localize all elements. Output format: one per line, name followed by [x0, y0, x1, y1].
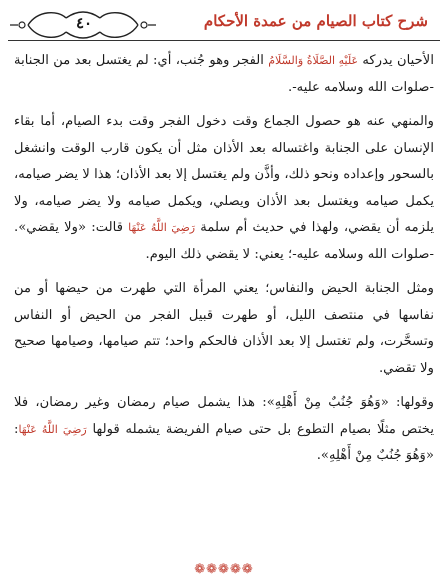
paragraph-1 — [14, 48, 434, 101]
honorific: عَلَيْهِ الصَّلَاةُ وَالسَّلَامُ — [268, 54, 359, 67]
text-run: والمنهي عنه هو حصول الجماع وقت دخول الفجر وقت بدء الصيام، أما بقاء الإنسان على الجنابة واغتساله بعد الأذان مثل أن يكون قارب الوقت وانشغل بالسحور وإعداده ونحو ذلك، وأذَّن ولم يغتسل إلا بعد الأذان؛ هذا لا يضر صيامه، يكمل صيامه ويغتسل بعد الأذان ويصلي، ويكمل صيامه ولا يضر صيامه، ولا يلزمه أن يقضي، ولهذا في حديث أم سلمة — [14, 114, 435, 235]
text-run: الفجر وهو جُنب، أي: لم يغتسل بعد من الجنابة -صلوات الله وسلامه عليه-. — [14, 53, 434, 95]
honorific: رَضِيَ اللَّهُ عَنْهَا — [128, 221, 196, 234]
text-run: : «وَهُوَ جُنُبٌ مِنْ أَهْلِهِ». — [14, 421, 434, 463]
text-run: قالت: «ولا يقضي». -صلوات الله وسلامه عليه-؛ يعني: لا يقضي ذلك اليوم. — [14, 220, 434, 262]
page-header — [8, 8, 440, 42]
honorific: رَضِيَ اللَّهُ عَنْهَا — [18, 422, 87, 436]
paragraph-2 — [14, 109, 434, 268]
book-title: شرح كتاب الصيام من عمدة الأحكام — [203, 12, 428, 30]
text-run: وقولها: «وَهُوَ جُنُبٌ مِنْ أَهْلِهِ»: هذا يشمل صيام رمضان وغير رمضان، فلا يختص مثلًا بصيام التطوع بل حتى صيام الفريضة يشمله قولها — [14, 395, 434, 437]
paragraph-3 — [14, 276, 434, 382]
header-divider — [8, 40, 440, 41]
page-number: ٤٠ — [75, 14, 93, 32]
page-body — [14, 48, 434, 475]
text-run: الأحيان يدركه — [358, 53, 434, 68]
text-run: ومثل الجنابة الحيض والنفاس؛ يعني المرأة التي طهرت من حيضها أو من نفاسها في منتصف الليل، أو طهرت قبيل الفجر من الحيض أو النفاس وتسحَّرت، ولم تغتسل إلا بعد الأذان فالحكم واحد؛ تتم صيامها، وصيامها صحيح ولا تقضي. — [14, 281, 434, 376]
footer-ornament: ❁❁❁❁❁ — [194, 562, 254, 577]
paragraph-4 — [14, 390, 434, 470]
